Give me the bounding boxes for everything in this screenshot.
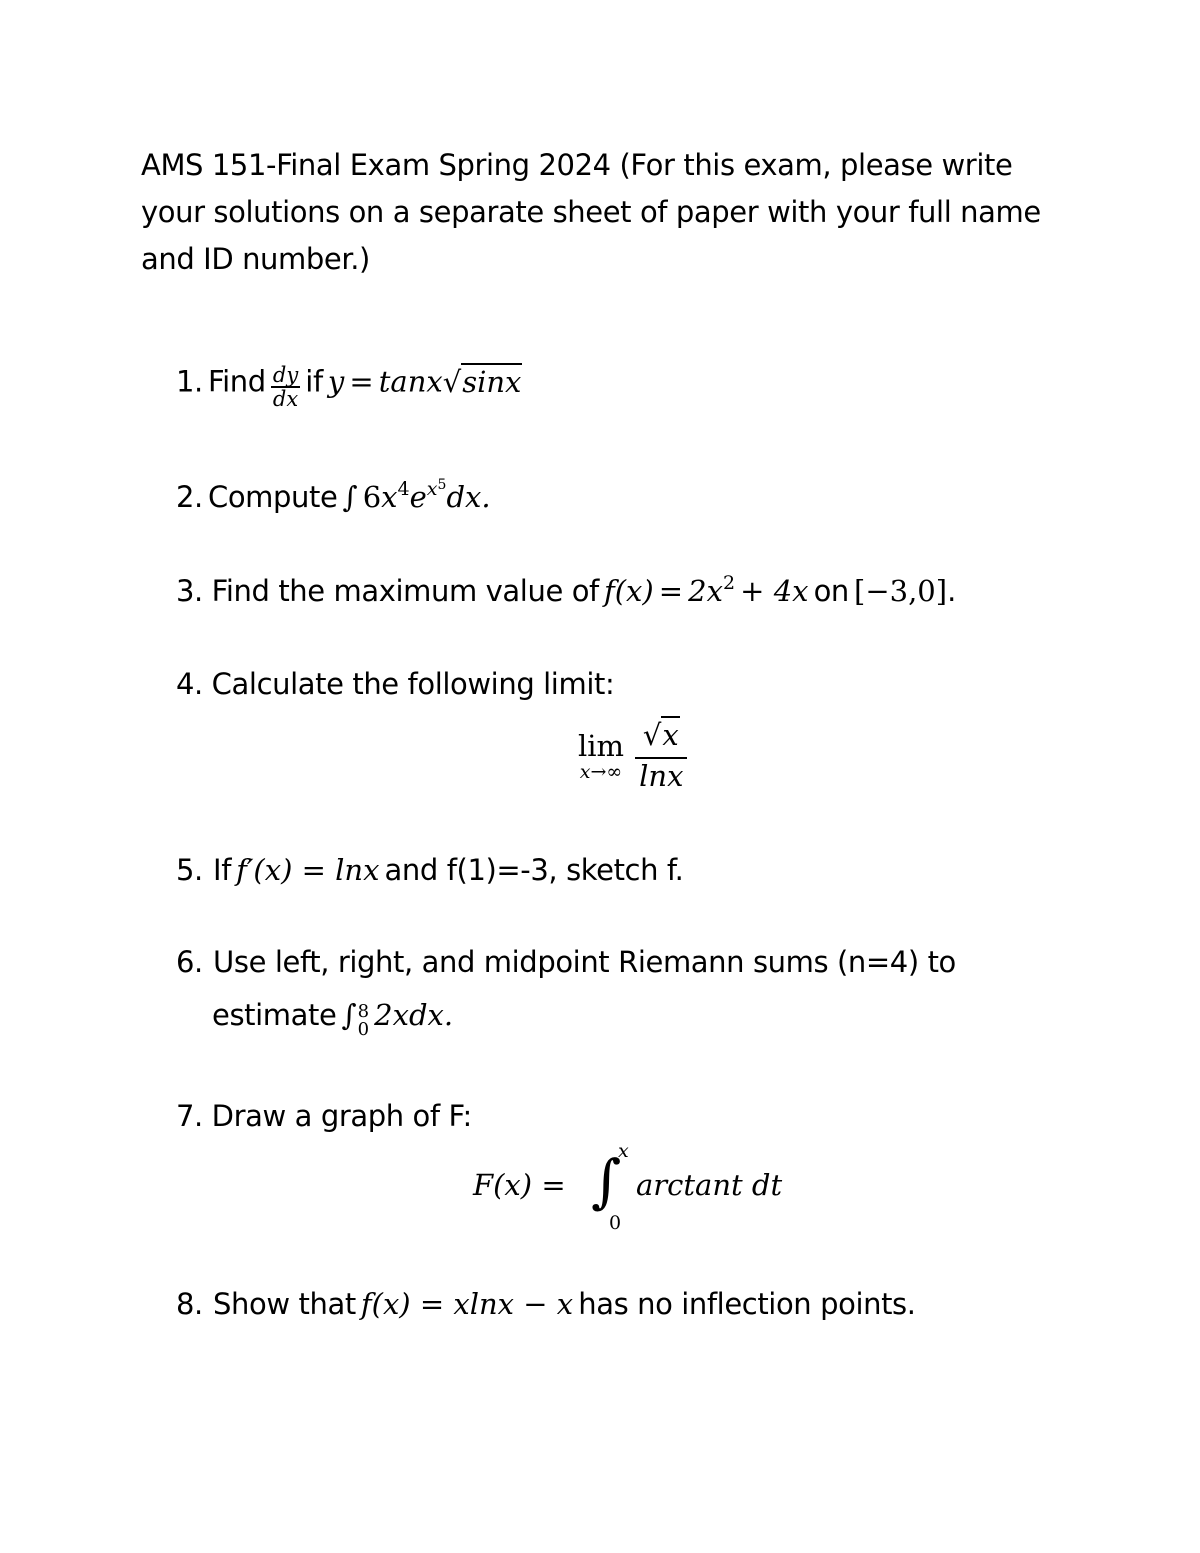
q4-numerator: √x	[642, 718, 679, 752]
q2-exp5: 5	[437, 477, 447, 493]
q7-integrand: arctant dt	[636, 1168, 783, 1202]
q1-y: y	[327, 364, 345, 399]
q4-numer-x: x	[662, 718, 679, 752]
q4-lim-block	[578, 730, 624, 782]
question-1	[176, 364, 522, 410]
q6-integrand: 2xdx.	[374, 998, 454, 1032]
q1-dy: dy	[272, 363, 299, 387]
question-4-text: 4. Calculate the following limit:	[176, 667, 615, 701]
q3-exp2: 2	[722, 572, 736, 594]
q1-find: Find	[207, 364, 266, 399]
q6-lower: 0	[357, 1018, 370, 1040]
q1-tanx: tanx	[378, 364, 443, 399]
header-line-2: your solutions on a separate sheet of paper with your full name	[141, 195, 1041, 229]
q8-expr: f(x) = xlnx − x	[360, 1287, 574, 1321]
q8-rest: has no inflection points.	[578, 1287, 916, 1321]
header-line-3: and ID number.)	[141, 242, 370, 276]
q7-lhs: F(x) =	[473, 1168, 566, 1202]
q3-on: on	[813, 574, 849, 608]
q8-number: 8.	[176, 1287, 203, 1321]
question-8	[176, 1287, 916, 1321]
q3-rhs1: 2x	[688, 574, 723, 608]
q3-paren: (x)	[614, 574, 654, 608]
q1-derivative-fraction	[271, 364, 300, 410]
q6-number: 6.	[176, 945, 203, 979]
q4-limit-expression	[578, 718, 687, 793]
question-6-line-1	[176, 945, 956, 979]
q3-text: 3. Find the maximum value of	[176, 574, 599, 608]
q7-integral-sign: ∫	[591, 1147, 622, 1215]
q3-interval: [−3,0]	[854, 574, 948, 608]
q1-dx: dx	[271, 386, 300, 410]
q2-coef: 6	[362, 480, 382, 514]
question-6-line-2	[212, 998, 453, 1039]
q1-equals: =	[349, 364, 374, 399]
exam-header	[141, 142, 1101, 283]
q2-dx: dx.	[446, 480, 491, 514]
q2-exp-x	[427, 478, 447, 500]
q6-estimate: estimate	[212, 998, 337, 1032]
q1-if: if	[305, 364, 323, 399]
q2-integral-sign: ∫	[342, 480, 358, 514]
q6-upper: 8	[357, 1000, 370, 1022]
header-line-1: AMS 151-Final Exam Spring 2024 (For this exam, please write	[141, 148, 1013, 182]
q5-rest: and f(1)=-3, sketch f.	[384, 853, 684, 887]
question-3	[176, 574, 956, 608]
q2-compute: Compute	[207, 480, 338, 514]
question-7-text: 7. Draw a graph of F:	[176, 1099, 472, 1133]
q5-number: 5.	[176, 853, 203, 887]
q1-number: 1.	[176, 364, 203, 399]
q3-equals: =	[658, 574, 684, 608]
q2-exp4: 4	[397, 478, 410, 500]
q4-lim-sub: x→∞	[579, 760, 623, 783]
q2-e: e	[409, 480, 427, 514]
q5-if: If	[213, 853, 232, 887]
q4-lim: lim	[578, 728, 625, 763]
q1-sinx: sinx	[462, 364, 522, 399]
q4-fraction	[635, 718, 687, 793]
q6-limits	[357, 1000, 370, 1040]
q2-number: 2.	[176, 480, 203, 514]
question-5	[176, 853, 683, 887]
q5-expr: f′(x) = lnx	[236, 853, 380, 887]
q7-upper: x	[618, 1140, 629, 1162]
q8-show: Show that	[213, 1287, 356, 1321]
q1-sqrt: √sinx	[442, 364, 522, 399]
q6-integral-sign: ∫	[341, 998, 357, 1032]
q3-f: f	[603, 574, 615, 608]
q6-line1: Use left, right, and midpoint Riemann sums (n=4) to	[213, 945, 956, 979]
q3-rhs2: + 4x	[740, 574, 809, 608]
q3-period: .	[947, 574, 956, 608]
q7-lower: 0	[609, 1212, 622, 1234]
q2-x: x	[381, 480, 398, 514]
q4-denominator: lnx	[635, 757, 687, 793]
question-2	[176, 477, 491, 514]
q2-exp-x-base: x	[426, 478, 438, 500]
